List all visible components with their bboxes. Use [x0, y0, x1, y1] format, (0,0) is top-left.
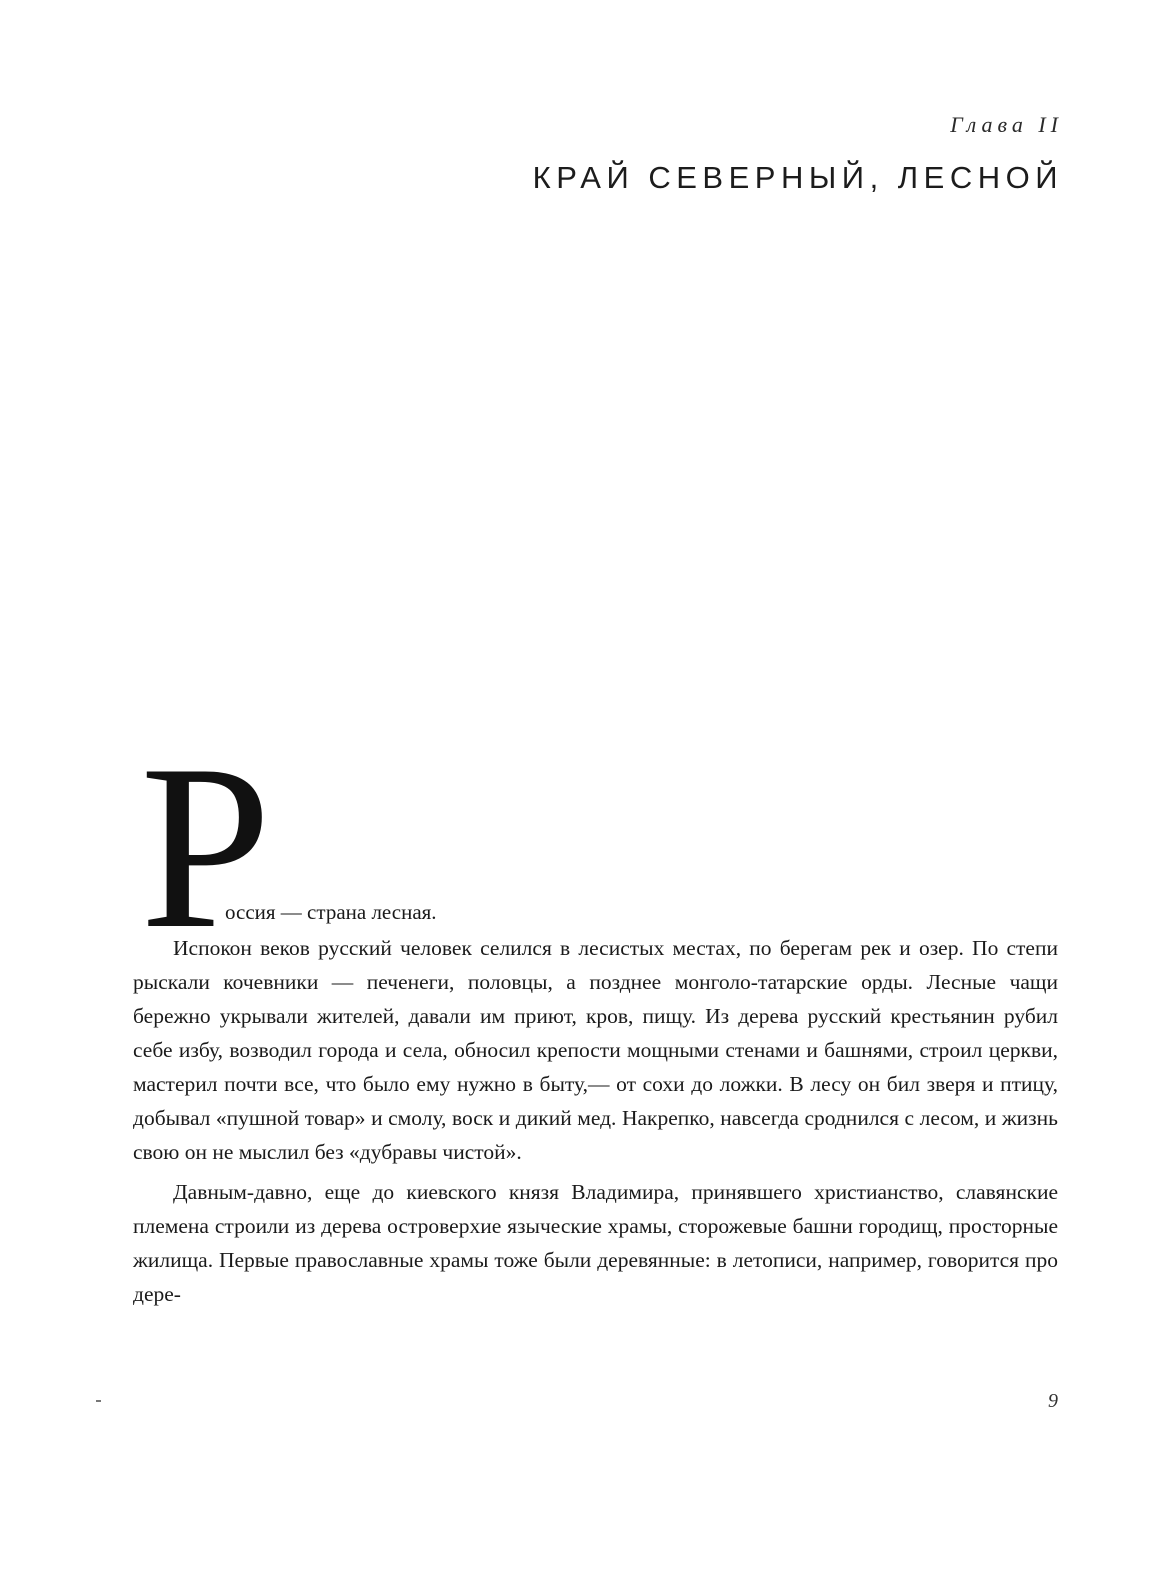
drop-cap: Р [140, 717, 272, 978]
first-line: оссия — страна лесная. [225, 900, 437, 924]
edge-mark [96, 1400, 101, 1402]
paragraph-2: Давным-давно, еще до киевского князя Владимира, принявшего христианство, славянские племена строили из дерева островерхие языческие храмы, сторожевые башни городищ, просторные жилища. Первые православные храмы тоже были деревянные: в летописи, например, говорится про дере- [133, 1180, 1058, 1306]
page-number: 9 [1048, 1390, 1058, 1412]
chapter-title: КРАЙ СЕВЕРНЫЙ, ЛЕСНОЙ [532, 160, 1063, 195]
chapter-label: Глава II [950, 112, 1063, 137]
paragraph-1: Испокон веков русский человек селился в лесистых местах, по берегам рек и озер. По степи рыскали кочевники — печенеги, половцы, а позднее монголо-татарские орды. Лесные чащи бережно укрывали жителей, давали им приют, кров, пищу. Из дерева русский крестьянин рубил себе избу, возводил города и села, обносил крепости мощными стенами и башнями, строил церкви, мастерил почти все, что было ему нужно в быту,— от сохи до ложки. В лесу он бил зверя и птицу, добывал «пушной товар» и смолу, воск и дикий мед. Накрепко, навсегда сроднился с лесом, и жизнь свою он не мыслил без «дубравы чистой». [133, 936, 1058, 1164]
body-text [133, 931, 1058, 1317]
